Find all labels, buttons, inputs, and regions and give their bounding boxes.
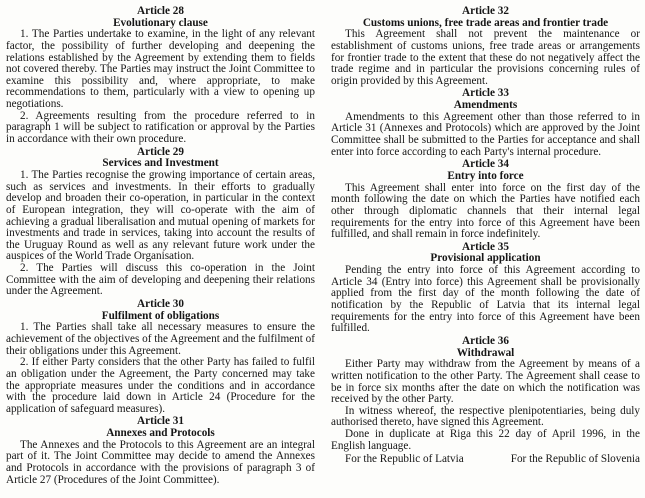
article-title: Services and Investment (102, 157, 219, 170)
article-29 (6, 147, 315, 298)
signature-row (331, 454, 640, 466)
article-number: Article 29 (137, 145, 184, 158)
article-number: Article 36 (462, 334, 509, 347)
article-title: Evolutionary clause (113, 16, 208, 29)
article-number: Article 34 (462, 158, 509, 171)
article-paragraph: 2. The Parties will discuss this co-operation in the Joint Committee with the aim of developing and deepening their relations under the Agreement. (6, 262, 315, 298)
article-paragraph: 2. If either Party considers that the other Party has failed to fulfil an obligation under the Agreement, the Party concerned may take the appropriate measures under the conditions and in accordance with the procedure laid down in Article 24 (Procedure for the application of safeguard measures). (6, 356, 315, 415)
article-title: Fulfilment of obligations (101, 309, 220, 322)
article-paragraph: 2. Agreements resulting from the procedure referred to in paragraph 1 will be subject to ratification or approval by the Parties in accordance with their own procedure. (6, 109, 315, 146)
article-number: Article 28 (137, 5, 184, 17)
article-paragraph: 1. The Parties undertake to examine, in the light of any relevant factor, the possibility of further developing and deepening the relations established by the Agreement by extending them to fields not covered thereby. The Parties may instruct the Joint Committee to examine this possibility and, where appropriate, to make recommendations to them, particularly with a view to opening up negotiations. (6, 28, 315, 111)
article-paragraph: The Annexes and the Protocols to this Agreement are an integral part of it. The Joint Committee may decide to amend the Annexes and Protocols in accordance with the provisions of paragraph 3 of Article 27 (Procedures of the Joint Committee). (6, 438, 315, 486)
signature-slovenia: For the Republic of Slovenia (510, 453, 640, 466)
article-title: Provisional application (430, 252, 541, 265)
article-number: Article 32 (462, 5, 509, 17)
column-right (331, 6, 640, 494)
article-36 (331, 336, 640, 452)
article-paragraph: 1. The Parties recognise the growing importance of certain areas, such as services and investments. In their efforts to gradually develop and broaden their co-operation, in particular in the context of European integration, they will co-operate with the aim of achieving a gradual liberalisation and mutual opening of markets for investments and trade in services, taking into account the results of the Uruguay Round as well as any relevant future work under the auspices of the World Trade Organisation. (6, 168, 315, 263)
article-33 (331, 88, 640, 158)
column-left (6, 6, 315, 494)
article-number: Article 35 (462, 240, 509, 253)
article-paragraph: 1. The Parties shall take all necessary measures to ensure the achievement of the objectives of the Agreement and the fulfilment of their obligations under this Agreement. (6, 321, 315, 357)
article-title: Withdrawal (456, 346, 515, 359)
article-number: Article 33 (462, 87, 509, 100)
signature-latvia: For the Republic of Latvia (345, 453, 464, 466)
article-paragraph: This Agreement shall enter into force on the first day of the month following the date on which the Parties have notified each other through diplomatic channels that their internal legal requirements for the entry into force of this Agreement have been fulfilled, and shall remain in force indefinitely. (331, 181, 640, 241)
article-paragraph: Pending the entry into force of this Agreement according to Article 34 (Entry into force) this Agreement shall be provisionally applied from the first day of the month following the date of notification by the Republic of Latvia that its internal legal requirements for the entry into force of this Agreement have been fulfilled. (331, 264, 640, 335)
article-32 (331, 6, 640, 87)
article-paragraph: Done in duplicate at Riga this 22 day of April 1996, in the English language. (331, 428, 640, 452)
article-paragraph: In witness whereof, the respective plenipotentiaries, being duly authorised thereto, have signed this Agreement. (331, 404, 640, 429)
article-30 (6, 299, 315, 415)
article-paragraph: This Agreement shall not prevent the maintenance or establishment of customs unions, free trade areas or arrangements for frontier trade to the extent that these do not negatively affect the trade regime and in particular the provisions concerning rules of origin provided by this Agreement. (331, 28, 640, 87)
article-number: Article 30 (137, 298, 184, 311)
article-28 (6, 6, 315, 146)
article-title: Customs unions, free trade areas and frontier trade (362, 16, 609, 29)
article-34 (331, 159, 640, 240)
article-title: Entry into force (447, 169, 524, 182)
article-paragraph: Either Party may withdraw from the Agreement by means of a written notification to the other Party. The Agreement shall cease to be in force six months after the date on which the notification was received by the other Party. (331, 358, 640, 406)
article-31 (6, 416, 315, 486)
article-title: Annexes and Protocols (106, 427, 215, 440)
article-number: Article 31 (137, 415, 184, 428)
article-paragraph: Amendments to this Agreement other than those referred to in Article 31 (Annexes and Protocols) which are approved by the Joint Committee shall be submitted to the Parties for acceptance and shall enter into force according to each Party's internal procedure. (331, 110, 640, 158)
article-35 (331, 242, 640, 335)
article-title: Amendments (453, 99, 518, 112)
